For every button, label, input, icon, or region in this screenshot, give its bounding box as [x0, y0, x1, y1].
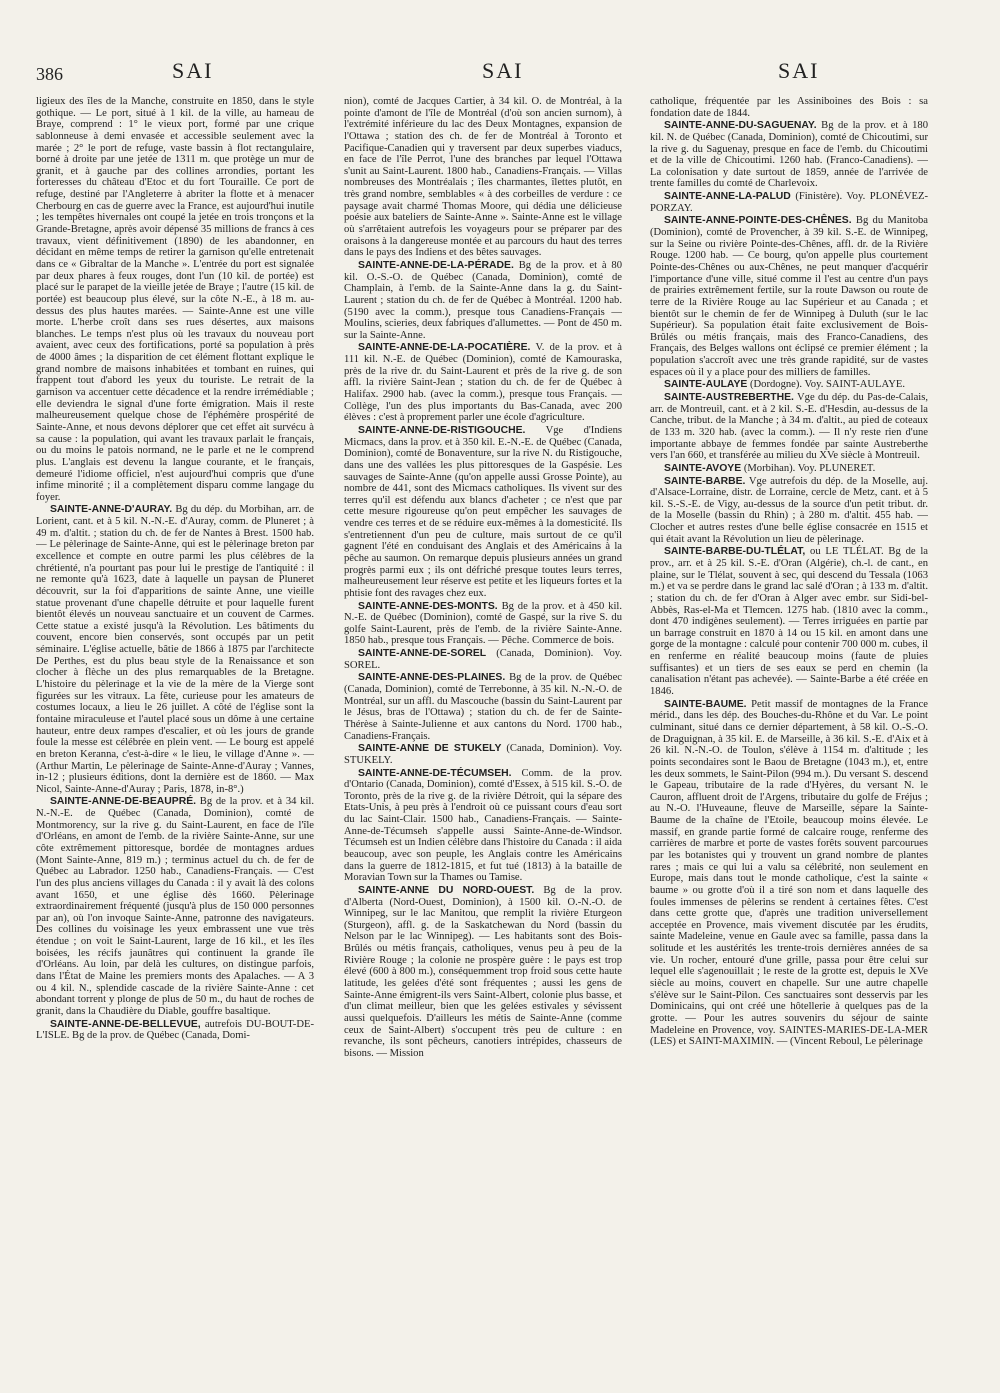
dictionary-entry: [344, 885, 622, 1060]
entry-headword: SAINTE-ANNE-LA-PALUD: [664, 191, 791, 203]
column-middle: [344, 96, 622, 1351]
entry-text: Bg du Manitoba (Dominion), comté de Provencher, à 39 kil. S.-E. de Winnipeg, sur la Seine ou rivière Pointe-des-Chênes, affl. dr. de la Rivière Rouge. 1200 hab. — Ce bourg, qu'on appelle plus courtement Pointe-des-Chênes ou aux-Chênes, ne peut manquer d'acquérir l'importance d'une ville, situé comme il l'est au centre d'un pays de prairies extrêmement fertile, sur la route Dawson ou route de terre de la Rivière Rouge au lac Supérieur et au Canada ; et bientôt sur le chemin de fer de Winnipeg à Duluth (sur le lac Supérieur). Sa population était faite exclusivement de Bois-Brûlés ou métis français, mais des Franco-Canadiens, des Français, des Belges wallons ont éclipsé ce premier élément ; la population s'accroît avec une très grande rapidité, sur de vastes espaces où il y a place pour des milliers de familles.: [650, 215, 928, 378]
entry-text: autrefois DU-BOUT-DE-L'ISLE. Bg de la prov. de Québec (Canada, Domi-: [36, 1018, 314, 1042]
entry-text: V. de la prov. et à 111 kil. N.-E. de Québec (Dominion), comté de Kamouraska, près de la rive dr. du Saint-Laurent et près de la rive g. de son affl. la rivière Saint-Jean ; station du ch. de fer de Québec à Halifax. 2900 hab. (avec la comm.), presque tous Français. — Collège, l'un des plus importants du Bas-Canada, avec 200 élèves : c'est à proprement parler une école d'agriculture.: [344, 342, 622, 424]
entry-headword: SAINTE-AUSTREBERTHE.: [664, 392, 794, 404]
entry-text: Bg de la prov. de Québec (Canada, Dominion), comté de Terrebonne, à 35 kil. N.-N.-O. de Montréal, sur un affl. du Mascouche (bassin du Saint-Laurent par le Jésus, bras de l'Ottawa) ; station du ch. de fer de Sainte-Thérèse à Sainte-Julienne et aux cantons du Nord. 1700 hab., Canadiens-Français.: [344, 672, 622, 742]
entry-continuation: [344, 96, 622, 259]
entry-text: (Dordogne). Voy. SAINT-AULAYE.: [749, 379, 905, 391]
entry-text: (Morbihan). Voy. PLUNERET.: [743, 462, 876, 474]
dictionary-entry: [344, 672, 622, 742]
entry-headword: SAINTE-BAUME.: [664, 698, 747, 710]
entry-headword: SAINTE-BARBE.: [664, 475, 746, 487]
page-number: 386: [36, 64, 63, 84]
dictionary-entry: [650, 699, 928, 1048]
entry-text: Vge autrefois du dép. de la Moselle, auj. d'Alsace-Lorraine, distr. de Lorraine, cercle de Metz, cant. et à 5 kil. S.-S.-E. de Vigy, au-dessus de la source d'un petit tribut. dr. de la Moselle (bassin du Rhin) ; à 280 m. d'altit. 455 hab. — Clocher et autres restes d'une belle église consacrée en 1515 et qui était avant la Révolution un lieu de pèlerinage.: [650, 475, 928, 545]
dictionary-entry: [36, 504, 314, 795]
dictionary-entry: [36, 796, 314, 1017]
dictionary-entry: [344, 601, 622, 648]
dictionary-entry: [650, 476, 928, 546]
dictionary-entry: [344, 342, 622, 423]
dictionary-entry: [344, 425, 622, 600]
entry-text: Bg de la prov. et à 80 kil. O.-S.-O. de Québec (Canada, Dominion), comté de Champlain, à l'emb. de la Sainte-Anne dans la g. du Saint-Laurent ; station du ch. de fer de Québec à Montréal. 1200 hab. (5190 avec la comm.), presque tous Canadiens-Français — Moulins, scieries, deux fabriques d'allumettes. — Pont de 450 m. sur la Sainte-Anne.: [344, 259, 622, 341]
entry-continuation: [36, 96, 314, 503]
entry-text: Petit massif de montagnes de la France mérid., dans les dép. des Bouches-du-Rhône et du Var. Le point culminant, situé dans ce dernier département, à 58 kil. O.-S.-O. de Draguignan, à 35 kil. E. de Marseille, à 36 kil. S.-E. d'Aix et à 26 kil. N.-N.-O. de Toulon, s'élève à 1154 m. d'altitude ; les points secondaires sont le Baou de Bretagne (1043 m.), et, entre les deux sommets, le Saint-Pilon (994 m.). Du versant S. descend le Gapeau, tributaire de la rade d'Hyères, du versant N. le Cauron, affluent droit de l'Argens, tributaire du golfe de Fréjus ; au N.-O. l'Huveaune, fleuve de Marseille, sépare la Sainte-Baume de la chaîne de l'Etoile, beaucoup moins élevée. Le massif, en grande partie formé de calcaire rouge, renferme des carrières de marbre et porte de vastes forêts souvent parcourues par les botanistes qui y trouvent un grand nombre de plantes rares ; mais ce qui lui a valu sa célébrité, non seulement en Europe, mais dans tout le monde catholique, c'est la sainte « baume » ou grotte d'où il a tiré son nom et dans laquelle des foules immenses de pèlerins se rendent à certaines fêtes. C'est dans cette grotte que, d'après une tradition universellement acceptée en Provence, mais vivement discutée par les érudits, sainte Madeleine, venue en Gaule avec sa famille, passa dans la solitude et les austérités les trente-trois dernières années de sa vie. Un rocher, entouré d'une grille, passa pour être celui sur lequel elle s'agenouillait ; le reste de la grotte est, depuis le XVe siècle au moins, couvert en chapelle. Sur une autre chapelle s'élève sur le Saint-Pilon. Ces sanctuaires sont desservis par les Dominicains, qui ont créé une hôtellerie à quelques pas de la grotte. — Pour les autres souvenirs du séjour de sainte Madeleine en Provence, voy. SAINTES-MARIES-DE-LA-MER (LES) et SAINT-MAXIMIN. — (Vincent Reboul, Le pèlerinage: [650, 698, 928, 1048]
dictionary-entry: [344, 648, 622, 671]
entry-text: Bg du dép. du Morbihan, arr. de Lorient, cant. et à 5 kil. N.-N.-E. d'Auray, comm. de Pluneret ; à 49 m. d'altit. ; station du ch. de fer de Nantes à Brest. 1500 hab. — Le pèlerinage de Sainte-Anne, qui est le pèlerinage breton par excellence et compte en outre parmi les plus célèbres de la chrétienté, n'a pourtant pas pour lui le prestige de l'antiquité : il ne remonte qu'à 1623, date à laquelle un paysan de Pluneret découvrit, sur la foi d'apparitions de sainte Anne, une vieille statue provenant d'une chapelle détruite et pour laquelle furent bientôt élevés un nouveau sanctuaire et un couvent de Carmes. Cette statue a existé jusqu'à la Révolution. Les bâtiments du couvent, encore bien conservés, sont occupés par un petit séminaire. L'église actuelle, bâtie de 1866 à 1875 par l'architecte De Perthes, est du plus beau style de la Renaissance et son clocher à flèche un des plus remarquables de la Bretagne. L'histoire du pèlerinage et la vie de la mère de la Vierge sont figurées sur les vitraux. La fête, curieuse pour les amateurs de costumes locaux, a lieu le 26 juillet. A côté de l'église sont la fontaine miraculeuse et l'autel placé sous un dôme à une certaine hauteur, entre deux rampes d'escalier, et où les jours de grande foule la messe est célébrée en plein vent. — Le bourg est appelé en breton Keranna, c'est-à-dire « le lieu, le village d'Anne ». — (Arthur Martin, Le pèlerinage de Sainte-Anne-d'Auray ; Vannes, in-12 ; plusieurs éditions, dont la dernière est de 1860. — Max Nicol, Sainte-Anne-d'Auray ; Paris, 1878, in-8°.): [36, 504, 314, 795]
running-head-center: SAI: [482, 58, 524, 83]
entry-headword: SAINTE-ANNE-DE-LA-POCATIÈRE.: [358, 342, 531, 354]
entry-text: ou LE TLÉLAT. Bg de la prov., arr. et à 25 kil. S.-E. d'Oran (Algérie), ch.-l. de cant., en plaine, sur le Tlélat, souvent à sec, qui descend du Tessala (1063 m.) et va se perdre dans le grand lac salé d'Oran ; à 133 m. d'altit. ; station du ch. de fer d'Oran à Alger avec embr. sur Sidi-bel-Abbès, Ras-el-Ma et Tlemcen. 1275 hab. (1810 avec la comm., dont 470 indigènes seulement). — Terres irriguées en partie par un barrage construit en 1870 à 14 ou 15 kil. en amont dans une gorge de la montagne : calculé pour contenir 700 000 m. cubes, il en renferme en réalité beaucoup moins (faute de pluies suffisantes) et un tiers de ses eaux se perd en chemin (la canalisation n'étant pas achevée). — Sainte-Barbe a été créée en 1846.: [650, 546, 928, 698]
entry-text: (Canada, Dominion). Voy. SOREL.: [344, 648, 622, 671]
entry-headword: SAINTE-AVOYE: [664, 462, 742, 474]
entry-headword: SAINTE-ANNE-DU-SAGUENAY.: [664, 120, 817, 132]
entry-headword: SAINTE-ANNE-DES-MONTS.: [358, 600, 498, 612]
dictionary-entry: [344, 768, 622, 884]
entry-headword: SAINTE-ANNE-DE-TÉCUMSEH.: [358, 767, 512, 779]
entry-headword: SAINTE-ANNE-POINTE-DES-CHÊNES.: [664, 215, 852, 227]
entry-headword: SAINTE-ANNE-DE-SOREL: [358, 648, 487, 660]
column-right: [650, 96, 928, 1351]
dictionary-entry: [650, 215, 928, 378]
dictionary-entry: [650, 379, 928, 391]
dictionary-entry: [36, 1019, 314, 1042]
entry-headword: SAINTE-ANNE-D'AURAY.: [50, 504, 173, 516]
entry-text: Vge du dép. du Pas-de-Calais, arr. de Montreuil, cant. et à 2 kil. S.-E. d'Hesdin, au-dessus de la Canche, tribut. de la Manche ; à 34 m. d'altit., au pied de coteaux de 133 m. 320 hab. (avec la comm.). — Il n'y reste rien d'une importante abbaye de femmes fondée par sainte Austreberthe vers l'an 660, et transférée au milieu du XVe siècle à Montreuil.: [650, 392, 928, 462]
entry-headword: SAINTE-ANNE-DE-LA-PÉRADE.: [358, 259, 514, 271]
entry-text: ligieux des îles de la Manche, construite en 1850, dans le style gothique. — Le port, situé à 1 kil. de la ville, au hameau de Braye, comprend : 1° le vieux port, formé par une crique sablonneuse à demi envasée et accessible seulement avec la marée ; 2° le port de refuge, vaste bassin à flot rectangulaire, borné à droite par une jetée de 1311 m. que protège un mur de granit, et à gauche par des collines arrondies, portant les forteresses du château d'Etoc et du fort Touraille. Ce port de refuge, destiné par l'Angleterre à abriter la flotte et à menacer Cherbourg en cas de guerre avec la France, est aujourd'hui inutile ; les tempêtes hivernales ont coupé la jetée en trois tronçons et la Grande-Bretagne, après avoir dépensé 35 millions de francs à ces travaux, vient définitivement (1890) de les abandonner, en décidant en même temps de retirer la garnison qu'elle entretenait dans ce « Gibraltar de la Manche ». L'entrée du port est signalée par deux phares à feux rouges, dont l'un (10 kil. de portée) est placé sur le parapet de la vieille jetée de Braye ; l'autre (15 kil. de portée) est beaucoup plus élevé, sur la côte N.-E., à 18 m. au-dessus des plus hautes marées. — Sainte-Anne est une ville morte. L'herbe croît dans ses rues désertes, aux maisons blanches. Le temps n'est plus où les travaux du nouveau port avaient, avec ceux des fortifications, porté sa population à près de 4000 âmes ; la disparition de cet élément flottant explique le grand nombre de maisons inhabitées et tombant en ruines, qui frappent tout d'abord les yeux du touriste. Le retrait de la garnison va accentuer cette décadence et la rendre irrémédiable ; elle deviendra le signal d'une forte émigration. Mais il reste malheureusement quelque chose de l'éphémère prospérité de Sainte-Anne, et nous devons déplorer que cet effet ait survécu à sa cause : la population, qui avant les travaux parlait le français, ou du moins le patois normand, ne le parle et ne le comprend plus. L'anglais est devenu la langue courante, et le français, demeuré l'idiome officiel, n'est aujourd'hui compris que d'une infime minorité ; il a complètement disparu comme langage du foyer.: [36, 96, 314, 503]
entry-headword: SAINTE-ANNE-DE-RISTIGOUCHE.: [358, 424, 526, 436]
entry-text: Bg de la prov. et à 450 kil. N.-E. de Québec (Dominion), comté de Gaspé, sur la rive S. du golfe Saint-Laurent, près de l'emb. de la rivière Sainte-Anne. 1850 hab., presque tous Français. — Pêche. Commerce de bois.: [344, 600, 622, 647]
dictionary-entry: [650, 463, 928, 475]
running-head-right: SAI: [778, 58, 820, 83]
dictionary-entry: [650, 392, 928, 462]
entry-headword: SAINTE-BARBE-DU-TLÉLAT,: [664, 546, 806, 558]
entry-text: Comm. de la prov. d'Ontario (Canada, Dominion), comté d'Essex, à 515 kil. S.-O. de Toronto, près de la rive g. de la rivière Détroit, qui la sépare des Etats-Unis, à peu près à l'endroit où ce puissant cours d'eau sort du lac Saint-Clair. 1500 hab., Canadiens-Français. — Sainte-Anne-de-Técumseh s'appelle aussi Sainte-Anne-de-Windsor. Técumseh est un Indien célèbre dans l'histoire du Canada : il aida beaucoup, avec son peuple, les Anglais contre les Américains dans la guerre de 1812-1815, et fut tué (1813) à la bataille de Moravian Town sur la Thames ou Tamise.: [344, 767, 622, 884]
running-head-left: SAI: [172, 58, 214, 83]
entry-headword: SAINTE-ANNE-DES-PLAINES.: [358, 672, 506, 684]
entry-text: catholique, fréquentée par les Assiniboines des Bois : sa fondation date de 1844.: [650, 96, 928, 119]
entry-headword: SAINTE-ANNE-DE-BEAUPRÉ.: [50, 796, 197, 808]
running-header: [0, 58, 1000, 88]
entry-text: (Finistère). Voy. PLONÉVEZ-PORZAY.: [650, 191, 928, 214]
dictionary-entry: [344, 743, 622, 766]
dictionary-entry: [650, 546, 928, 697]
entry-text: Bg de la prov. et à 34 kil. N.-N.-E. de Québec (Canada, Dominion), comté de Montmorency, sur la rive g. du Saint-Laurent, en face de l'île d'Orléans, en amont de l'emb. de la rivière Sainte-Anne, sur une côte extrêmement pittoresque, bordée de montagnes ardues (Mont Sainte-Anne, 819 m.) ; terminus actuel du ch. de fer de Québec au Labrador. 1250 hab., Canadiens-Français. — C'est l'un des plus anciens villages du Canada : il y avait là des colons avant 1650, et une église dès 1660. Pèlerinage extraordinairement fréquenté (jusqu'à plus de 150 000 personnes par an), où l'on invoque Sainte-Anne, patronne des navigateurs. Des collines du voisinage les yeux embrassent une vue très étendue ; on voit le Saint-Laurent, large de 16 kil., et les îles boisées, les récifs jaunâtres qui continuent la grande île d'Orléans. Au loin, par delà les cultures, on distingue parfois, dans l'État de Maine les premiers monts des Apalaches. — A 3 ou 4 kil. N., splendide cascade de la rivière Sainte-Anne : cet abondant torrent y plonge de plus de 50 m., du haut de roches de granit, dans la Chaudière du Diable, gouffre basaltique.: [36, 796, 314, 1017]
dictionary-entry: [344, 260, 622, 341]
column-left: [36, 96, 314, 1351]
entry-headword: SAINTE-ANNE DU NORD-OUEST.: [358, 884, 535, 896]
entry-text: (Canada, Dominion). Voy. STUKELY.: [344, 743, 622, 766]
entry-headword: SAINTE-ANNE DE STUKELY: [358, 743, 502, 755]
entry-text: Vge d'Indiens Micmacs, dans la prov. et à 350 kil. E.-N.-E. de Québec (Canada, Dominion), comté de Bonaventure, sur la rive N. du Ristigouche, dans une des vallées les plus pittoresques de la Gaspésie. Les sauvages de Sainte-Anne (qu'on appelle aussi Grosse Pointe), au nombre de 441, sont des Micmacs catholiques. Ils vivent sur des terres qu'il est défendu aux blancs d'acheter ; ce n'est que par cette mesure rigoureuse qu'on peut empêcher les sauvages de vendre ces terres et de se réduire eux-mêmes à la domesticité. Ils s'entretiennent d'un peu de culture, mais surtout de ce qu'il gagnent l'été en conduisant des Anglais et des Américains à la pêche au saumon. On remarque depuis plusieurs années un grand progrès parmi eux ; ils ont défriché presque toutes leurs terres, malheureusement leur réserve est petite et les liqueurs fortes et la phtisie font des ravages chez eux.: [344, 424, 622, 599]
entry-text: nion), comté de Jacques Cartier, à 34 kil. O. de Montréal, à la pointe d'amont de l'île de Montréal (d'où son ancien surnom), à l'extrémité inférieure du lac des Deux Montagnes, expansion de l'Ottawa ; station des ch. de fer de Montréal à Toronto et Pacifique-Canadien qui y traversent par deux superbes viaducs, en face de l'île Perrot, l'une des branches par lequel l'Ottawa s'unit au Saint-Laurent. 1800 hab., Canadiens-Français. — Villas nombreuses des Montréalais ; îles charmantes, îlettes plutôt, en très grand nombre, semblables « à des corbeilles de verdure : ce paysage avait charmé Thomas Moore, qui dédia une délicieuse poésie aux bateliers de Sainte-Anne ». Sainte-Anne est le village où s'arrêtaient autrefois les voyageurs pour se préparer par des oraisons à la dangereuse montée et au parcours du haut des terres dans le pays des Indiens et des bêtes sauvages.: [344, 96, 622, 259]
entry-headword: SAINTE-ANNE-DE-BELLEVUE,: [50, 1018, 201, 1030]
entry-continuation: [650, 96, 928, 119]
dictionary-entry: [650, 191, 928, 214]
entry-text: Bg de la prov. et à 180 kil. N. de Québec (Canada, Dominion), comté de Chicoutimi, sur la rive g. du Saguenay, presque en face de l'emb. du Chicoutimi et de la ville de Chicoutimi. 1260 hab. (Franco-Canadiens). — La colonisation y date surtout de 1859, année de l'arrivée de trente familles du comté de Charlevoix.: [650, 120, 928, 190]
entry-headword: SAINTE-AULAYE: [664, 379, 748, 391]
entry-text: Bg de la prov. d'Alberta (Nord-Ouest, Dominion), à 1500 kil. O.-N.-O. de Winnipeg, sur le lac Manitou, que remplit la rivière Eturgeon (Sturgeon), affl. g. de la Saskatchewan du Nord (bassin du Nelson par le lac Winnipeg). — Les habitants sont des Bois-Brûlés ou métis français, catholiques, venus peu à peu de la Rivière Rouge ; la colonie ne prospère guère : le pays est trop élevé (600 à 800 m.), conséquemment trop froid sous cette haute latitude, les gelées d'été sont fréquentes ; aussi les gens de Sainte-Anne émigrent-ils vers Saint-Albert, colonie plus basse, et d'un climat meilleur, bien que les gelées estivales y sévissent aussi quelquefois. D'ailleurs les métis de Sainte-Anne (comme ceux de Saint-Albert) s'occupent très peu de culture : en revanche, ils sont pêcheurs, canotiers intrépides, chasseurs de bisons. — Mission: [344, 884, 622, 1059]
dictionary-entry: [650, 120, 928, 190]
